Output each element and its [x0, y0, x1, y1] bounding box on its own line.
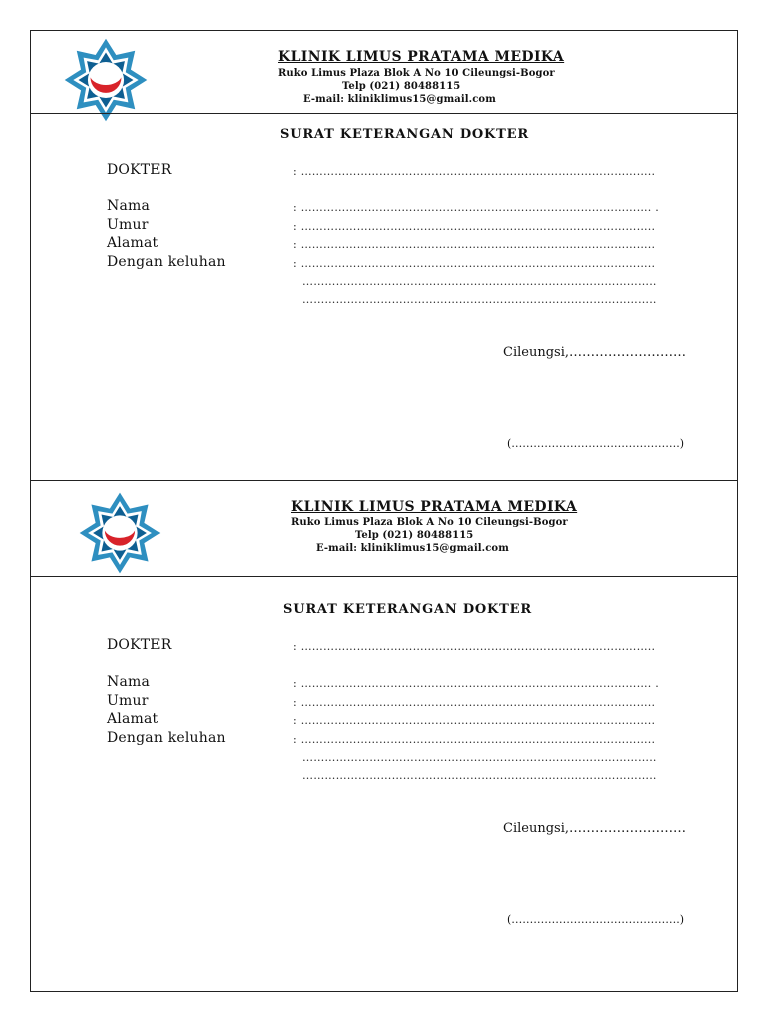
field-value-alamat: : …………………………………………………………………………………..	[293, 238, 656, 251]
field-label-nama: Nama	[107, 674, 151, 690]
field-value-keluhan-line-3: …………………………………………………………………………………..	[302, 769, 657, 782]
field-value-alamat: : …………………………………………………………………………………..	[293, 714, 656, 727]
field-value-dokter: : …………………………………………………………………………………..	[293, 165, 656, 178]
clinic-email: E-mail: kliniklimus15@gmail.com	[303, 94, 496, 105]
field-value-dokter: : …………………………………………………………………………………..	[293, 640, 656, 653]
field-value-keluhan-line-2: …………………………………………………………………………………..	[302, 275, 657, 288]
document-page	[30, 30, 738, 992]
field-value-umur: : …………………………………………………………………………………..	[293, 696, 656, 709]
signature-line: (……………………………………….)	[507, 437, 685, 450]
document-title: SURAT KETERANGAN DOKTER	[283, 602, 532, 617]
clinic-name: KLINIK LIMUS PRATAMA MEDIKA	[291, 499, 578, 515]
field-label-alamat: Alamat	[107, 711, 159, 727]
field-label-nama: Nama	[107, 198, 151, 214]
clinic-phone: Telp (021) 80488115	[342, 81, 461, 92]
clinic-name: KLINIK LIMUS PRATAMA MEDIKA	[278, 49, 565, 65]
field-label-keluhan: Dengan keluhan	[107, 730, 226, 746]
field-value-keluhan: : …………………………………………………………………………………..	[293, 257, 656, 270]
clinic-address: Ruko Limus Plaza Blok A No 10 Cileungsi-Bogor	[291, 517, 568, 528]
field-label-alamat: Alamat	[107, 235, 159, 251]
document-title: SURAT KETERANGAN DOKTER	[280, 127, 529, 142]
field-label-dokter: DOKTER	[107, 637, 172, 653]
place-date: Cileungsi,………………………	[503, 821, 686, 836]
field-value-umur: : …………………………………………………………………………………..	[293, 220, 656, 233]
field-value-keluhan-line-2: …………………………………………………………………………………..	[302, 751, 657, 764]
field-value-keluhan: : …………………………………………………………………………………..	[293, 733, 656, 746]
clinic-phone: Telp (021) 80488115	[355, 530, 474, 541]
field-label-umur: Umur	[107, 693, 149, 709]
signature-line: (……………………………………….)	[507, 913, 685, 926]
field-value-nama: : …………………………………………………………………………………. .	[293, 677, 659, 690]
field-label-umur: Umur	[107, 217, 149, 233]
header-divider	[31, 576, 737, 577]
form-separator	[31, 480, 737, 481]
clinic-logo-icon	[78, 491, 162, 575]
field-value-keluhan-line-3: …………………………………………………………………………………..	[302, 293, 657, 306]
place-date: Cileungsi,………………………	[503, 345, 686, 360]
field-label-keluhan: Dengan keluhan	[107, 254, 226, 270]
header-divider	[31, 113, 737, 114]
field-label-dokter: DOKTER	[107, 162, 172, 178]
clinic-address: Ruko Limus Plaza Blok A No 10 Cileungsi-Bogor	[278, 68, 555, 79]
field-value-nama: : …………………………………………………………………………………. .	[293, 201, 659, 214]
clinic-email: E-mail: kliniklimus15@gmail.com	[316, 543, 509, 554]
clinic-logo-icon	[63, 37, 149, 123]
